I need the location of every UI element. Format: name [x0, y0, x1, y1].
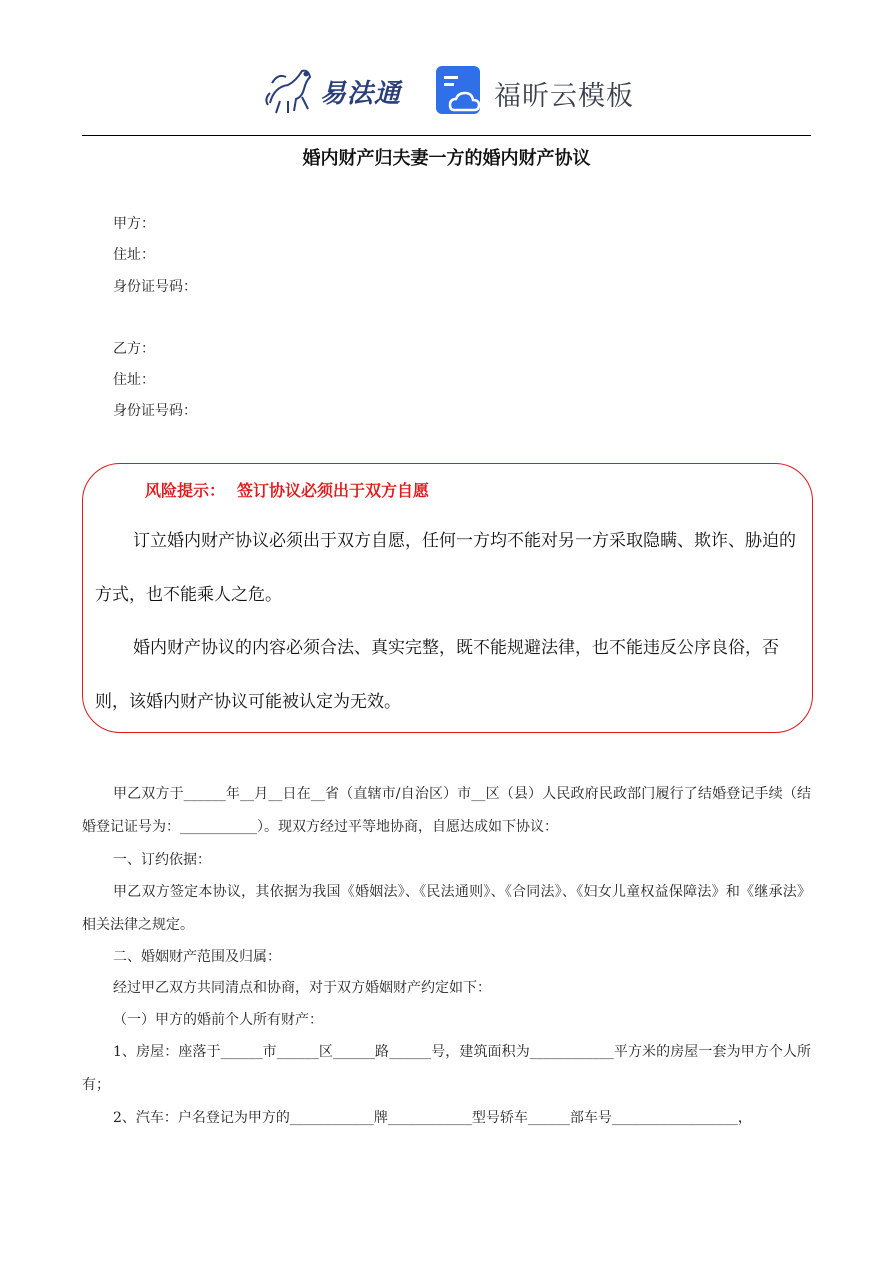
risk-notice-box: [82, 463, 813, 733]
party-b-address-label: 住址：: [113, 372, 155, 388]
party-a-name-label: 甲方：: [113, 216, 155, 232]
page-header: [0, 60, 893, 122]
body-heading-party-a-property: （一）甲方的婚前个人所有财产：: [113, 1012, 323, 1028]
body-heading-scope: 二、婚姻财产范围及归属：: [113, 949, 281, 965]
risk-label: 风险提示：: [145, 481, 226, 500]
risk-paragraph-2: 婚内财产协议的内容必须合法、真实完整，既不能规避法律，也不能违反公序良俗，否则，该婚内财产协议可能被认定为无效。: [95, 638, 779, 712]
party-a-id-label: 身份证号码：: [113, 279, 197, 295]
body-paragraph-basis: 甲乙双方签定本协议，其依据为我国《婚姻法》、《民法通则》、《合同法》、《妇女儿童权益保障法》和《继承法》相关法律之规定。: [82, 884, 811, 933]
logo1-text: 易法通: [320, 79, 402, 109]
body-paragraph-scope: 经过甲乙双方共同清点和协商，对于双方婚姻财产约定如下：: [113, 980, 491, 996]
risk-headline: 签订协议必须出于双方自愿: [237, 481, 430, 500]
cloud-doc-icon: [436, 66, 486, 116]
party-b-id-label: 身份证号码：: [113, 403, 197, 419]
party-a-address-label: 住址：: [113, 247, 155, 263]
body-paragraph-intro: 甲乙双方于______年__月__日在__省（直辖市/自治区）市__区（县）人民政府民政部门履行了结婚登记手续（结婚登记证号为：___________）。现双方经过平等地协商，自愿达成如下协议：: [82, 786, 811, 835]
horse-icon: [262, 63, 320, 117]
party-b-name-label: 乙方：: [113, 341, 155, 357]
document-title: 婚内财产归夫妻一方的婚内财产协议: [302, 148, 591, 169]
body-paragraph-house: 1、房屋：座落于______市______区______路______号，建筑面积为____________平方米的房屋一套为甲方个人所有；: [82, 1044, 811, 1093]
body-paragraph-car: 2、汽车：户名登记为甲方的____________牌____________型号轿车______部车号__________________，: [113, 1110, 752, 1126]
logo2-text: 福昕云模板: [494, 81, 634, 112]
risk-paragraph-1: 订立婚内财产协议必须出于双方自愿，任何一方均不能对另一方采取隐瞒、欺诈、胁迫的方式，也不能乘人之危。: [95, 531, 796, 605]
header-divider: [82, 135, 811, 136]
risk-notice-title: [145, 478, 429, 501]
body-heading-basis: 一、订约依据：: [113, 852, 211, 868]
fuxin-logo: [436, 66, 634, 120]
yifatong-logo: [262, 63, 412, 117]
